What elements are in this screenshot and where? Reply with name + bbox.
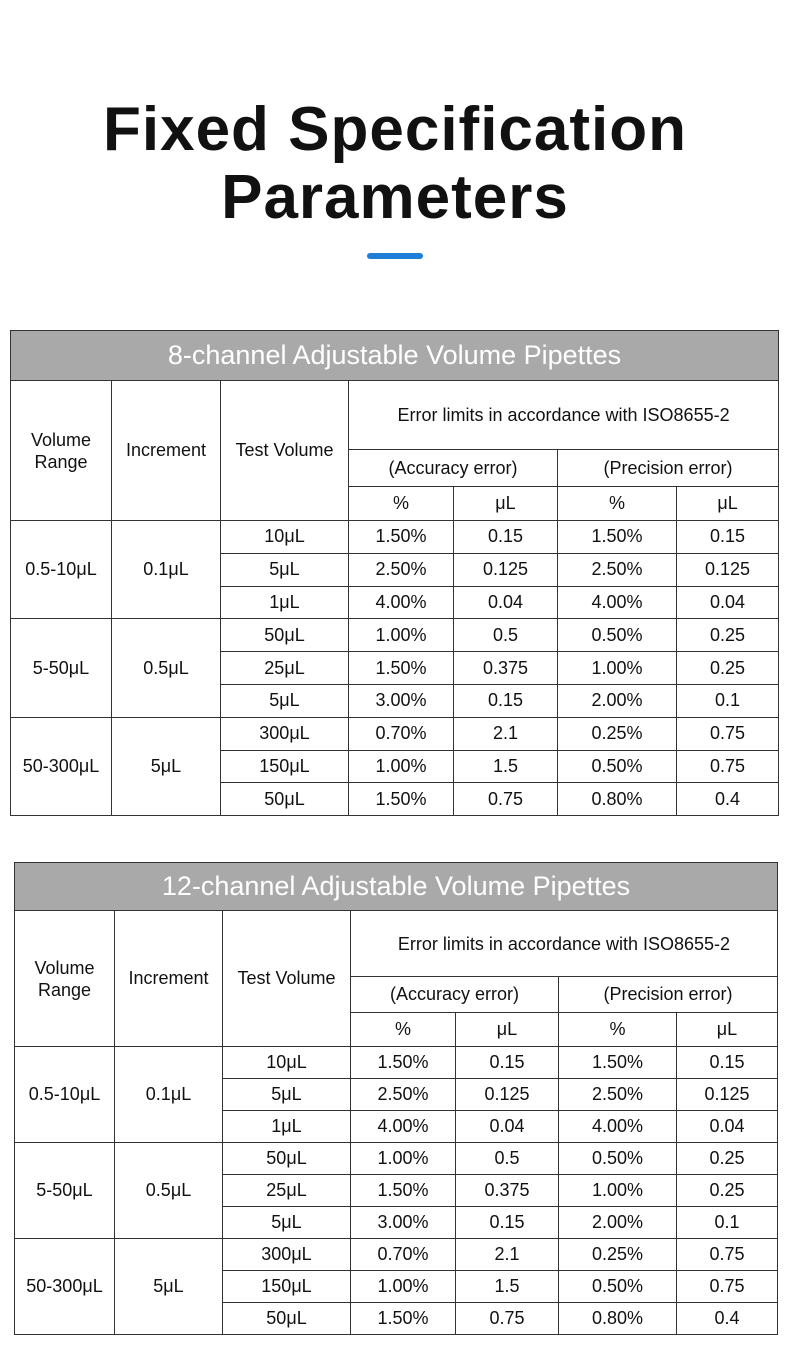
precision-percent-cell: 0.25%: [558, 717, 677, 750]
accuracy-percent-cell: 1.50%: [349, 652, 454, 685]
accuracy-ul-cell: 0.15: [456, 1207, 559, 1239]
precision-percent-cell: 1.00%: [559, 1175, 677, 1207]
accuracy-ul-cell: 0.04: [456, 1111, 559, 1143]
precision-ul-cell: 0.1: [677, 684, 779, 717]
header-error-limits: Error limits in accordance with ISO8655-2: [351, 911, 778, 977]
increment-cell: 0.1μL: [112, 521, 221, 619]
precision-ul-cell: 0.75: [677, 717, 779, 750]
precision-percent-cell: 0.25%: [559, 1239, 677, 1271]
table-caption: 8-channel Adjustable Volume Pipettes: [11, 331, 779, 381]
table-row: [11, 717, 779, 750]
accuracy-ul-cell: 0.5: [454, 619, 558, 652]
accuracy-ul-cell: 0.375: [456, 1175, 559, 1207]
volume-range-cell: 0.5-10μL: [11, 521, 112, 619]
accuracy-ul-cell: 1.5: [456, 1271, 559, 1303]
accuracy-ul-cell: 0.5: [456, 1143, 559, 1175]
accuracy-percent-cell: 0.70%: [349, 717, 454, 750]
accuracy-percent-cell: 4.00%: [351, 1111, 456, 1143]
precision-percent-cell: 0.80%: [559, 1303, 677, 1335]
test-volume-cell: 300μL: [221, 717, 349, 750]
test-volume-cell: 50μL: [221, 783, 349, 816]
precision-percent-cell: 1.50%: [559, 1047, 677, 1079]
precision-ul-cell: 0.4: [677, 783, 779, 816]
accuracy-percent-cell: 1.00%: [351, 1143, 456, 1175]
increment-cell: 0.5μL: [115, 1143, 223, 1239]
precision-ul-cell: 0.25: [677, 652, 779, 685]
volume-range-cell: 5-50μL: [15, 1143, 115, 1239]
test-volume-cell: 50μL: [223, 1143, 351, 1175]
header-precision-percent: %: [559, 1013, 677, 1047]
precision-ul-cell: 0.15: [677, 1047, 778, 1079]
test-volume-cell: 50μL: [221, 619, 349, 652]
accuracy-ul-cell: 0.125: [454, 553, 558, 586]
increment-cell: 0.5μL: [112, 619, 221, 717]
accuracy-ul-cell: 0.75: [454, 783, 558, 816]
header-accuracy-error: (Accuracy error): [351, 977, 559, 1013]
accuracy-percent-cell: 1.00%: [351, 1271, 456, 1303]
header-accuracy-percent: %: [351, 1013, 456, 1047]
spec-table-8-channel: [10, 330, 779, 816]
accuracy-ul-cell: 0.04: [454, 586, 558, 619]
precision-ul-cell: 0.1: [677, 1207, 778, 1239]
accuracy-ul-cell: 2.1: [456, 1239, 559, 1271]
test-volume-cell: 150μL: [221, 750, 349, 783]
test-volume-cell: 5μL: [221, 684, 349, 717]
accuracy-ul-cell: 0.375: [454, 652, 558, 685]
test-volume-cell: 25μL: [221, 652, 349, 685]
spec-table-12-channel: [14, 862, 778, 1335]
accuracy-ul-cell: 1.5: [454, 750, 558, 783]
accuracy-ul-cell: 0.15: [454, 684, 558, 717]
header-test-volume: Test Volume: [223, 911, 351, 1047]
table-row: [11, 619, 779, 652]
table-caption: 12-channel Adjustable Volume Pipettes: [15, 863, 778, 911]
accuracy-percent-cell: 0.70%: [351, 1239, 456, 1271]
accuracy-percent-cell: 1.00%: [349, 619, 454, 652]
test-volume-cell: 5μL: [221, 553, 349, 586]
header-increment: Increment: [115, 911, 223, 1047]
test-volume-cell: 10μL: [223, 1047, 351, 1079]
header-precision-error: (Precision error): [559, 977, 778, 1013]
accuracy-percent-cell: 4.00%: [349, 586, 454, 619]
precision-ul-cell: 0.75: [677, 750, 779, 783]
precision-percent-cell: 0.50%: [558, 750, 677, 783]
header-accuracy-ul: μL: [456, 1013, 559, 1047]
precision-ul-cell: 0.25: [677, 1175, 778, 1207]
precision-ul-cell: 0.125: [677, 1079, 778, 1111]
accuracy-percent-cell: 1.50%: [351, 1303, 456, 1335]
precision-percent-cell: 2.00%: [559, 1207, 677, 1239]
precision-percent-cell: 2.00%: [558, 684, 677, 717]
test-volume-cell: 25μL: [223, 1175, 351, 1207]
accuracy-percent-cell: 1.50%: [351, 1175, 456, 1207]
accuracy-ul-cell: 0.15: [456, 1047, 559, 1079]
precision-ul-cell: 0.4: [677, 1303, 778, 1335]
header-volume-range: Volume Range: [15, 911, 115, 1047]
precision-percent-cell: 0.50%: [559, 1143, 677, 1175]
precision-ul-cell: 0.125: [677, 553, 779, 586]
precision-percent-cell: 0.50%: [558, 619, 677, 652]
header-accuracy-percent: %: [349, 487, 454, 521]
precision-ul-cell: 0.75: [677, 1271, 778, 1303]
volume-range-cell: 5-50μL: [11, 619, 112, 717]
accuracy-percent-cell: 1.00%: [349, 750, 454, 783]
header-error-limits: Error limits in accordance with ISO8655-2: [349, 381, 779, 450]
title-accent-bar: [367, 253, 423, 259]
volume-range-cell: 0.5-10μL: [15, 1047, 115, 1143]
precision-ul-cell: 0.04: [677, 586, 779, 619]
page-title-line-2: Parameters: [221, 163, 569, 232]
header-test-volume: Test Volume: [221, 381, 349, 521]
accuracy-percent-cell: 3.00%: [349, 684, 454, 717]
precision-percent-cell: 0.50%: [559, 1271, 677, 1303]
header-precision-percent: %: [558, 487, 677, 521]
accuracy-ul-cell: 0.125: [456, 1079, 559, 1111]
precision-percent-cell: 4.00%: [559, 1111, 677, 1143]
page-title-line-1: Fixed Specification: [102, 95, 688, 164]
accuracy-ul-cell: 0.75: [456, 1303, 559, 1335]
header-precision-ul: μL: [677, 487, 779, 521]
precision-ul-cell: 0.04: [677, 1111, 778, 1143]
volume-range-cell: 50-300μL: [11, 717, 112, 815]
header-accuracy-error: (Accuracy error): [349, 450, 558, 487]
precision-percent-cell: 2.50%: [559, 1079, 677, 1111]
precision-percent-cell: 1.00%: [558, 652, 677, 685]
page-title: [0, 96, 790, 232]
header-precision-error: (Precision error): [558, 450, 779, 487]
test-volume-cell: 5μL: [223, 1079, 351, 1111]
test-volume-cell: 300μL: [223, 1239, 351, 1271]
header-accuracy-ul: μL: [454, 487, 558, 521]
precision-percent-cell: 2.50%: [558, 553, 677, 586]
increment-cell: 5μL: [112, 717, 221, 815]
header-precision-ul: μL: [677, 1013, 778, 1047]
table-row: [15, 1047, 778, 1079]
test-volume-cell: 50μL: [223, 1303, 351, 1335]
precision-ul-cell: 0.25: [677, 1143, 778, 1175]
precision-percent-cell: 1.50%: [558, 521, 677, 554]
table-row: [11, 521, 779, 554]
accuracy-percent-cell: 1.50%: [351, 1047, 456, 1079]
test-volume-cell: 1μL: [221, 586, 349, 619]
accuracy-percent-cell: 2.50%: [351, 1079, 456, 1111]
accuracy-percent-cell: 1.50%: [349, 521, 454, 554]
test-volume-cell: 150μL: [223, 1271, 351, 1303]
volume-range-cell: 50-300μL: [15, 1239, 115, 1335]
header-volume-range: Volume Range: [11, 381, 112, 521]
accuracy-percent-cell: 2.50%: [349, 553, 454, 586]
precision-ul-cell: 0.25: [677, 619, 779, 652]
precision-ul-cell: 0.75: [677, 1239, 778, 1271]
table-row: [15, 1239, 778, 1271]
test-volume-cell: 1μL: [223, 1111, 351, 1143]
precision-ul-cell: 0.15: [677, 521, 779, 554]
test-volume-cell: 5μL: [223, 1207, 351, 1239]
increment-cell: 5μL: [115, 1239, 223, 1335]
precision-percent-cell: 4.00%: [558, 586, 677, 619]
accuracy-ul-cell: 0.15: [454, 521, 558, 554]
accuracy-percent-cell: 1.50%: [349, 783, 454, 816]
table-row: [15, 1143, 778, 1175]
test-volume-cell: 10μL: [221, 521, 349, 554]
precision-percent-cell: 0.80%: [558, 783, 677, 816]
accuracy-percent-cell: 3.00%: [351, 1207, 456, 1239]
header-increment: Increment: [112, 381, 221, 521]
increment-cell: 0.1μL: [115, 1047, 223, 1143]
accuracy-ul-cell: 2.1: [454, 717, 558, 750]
